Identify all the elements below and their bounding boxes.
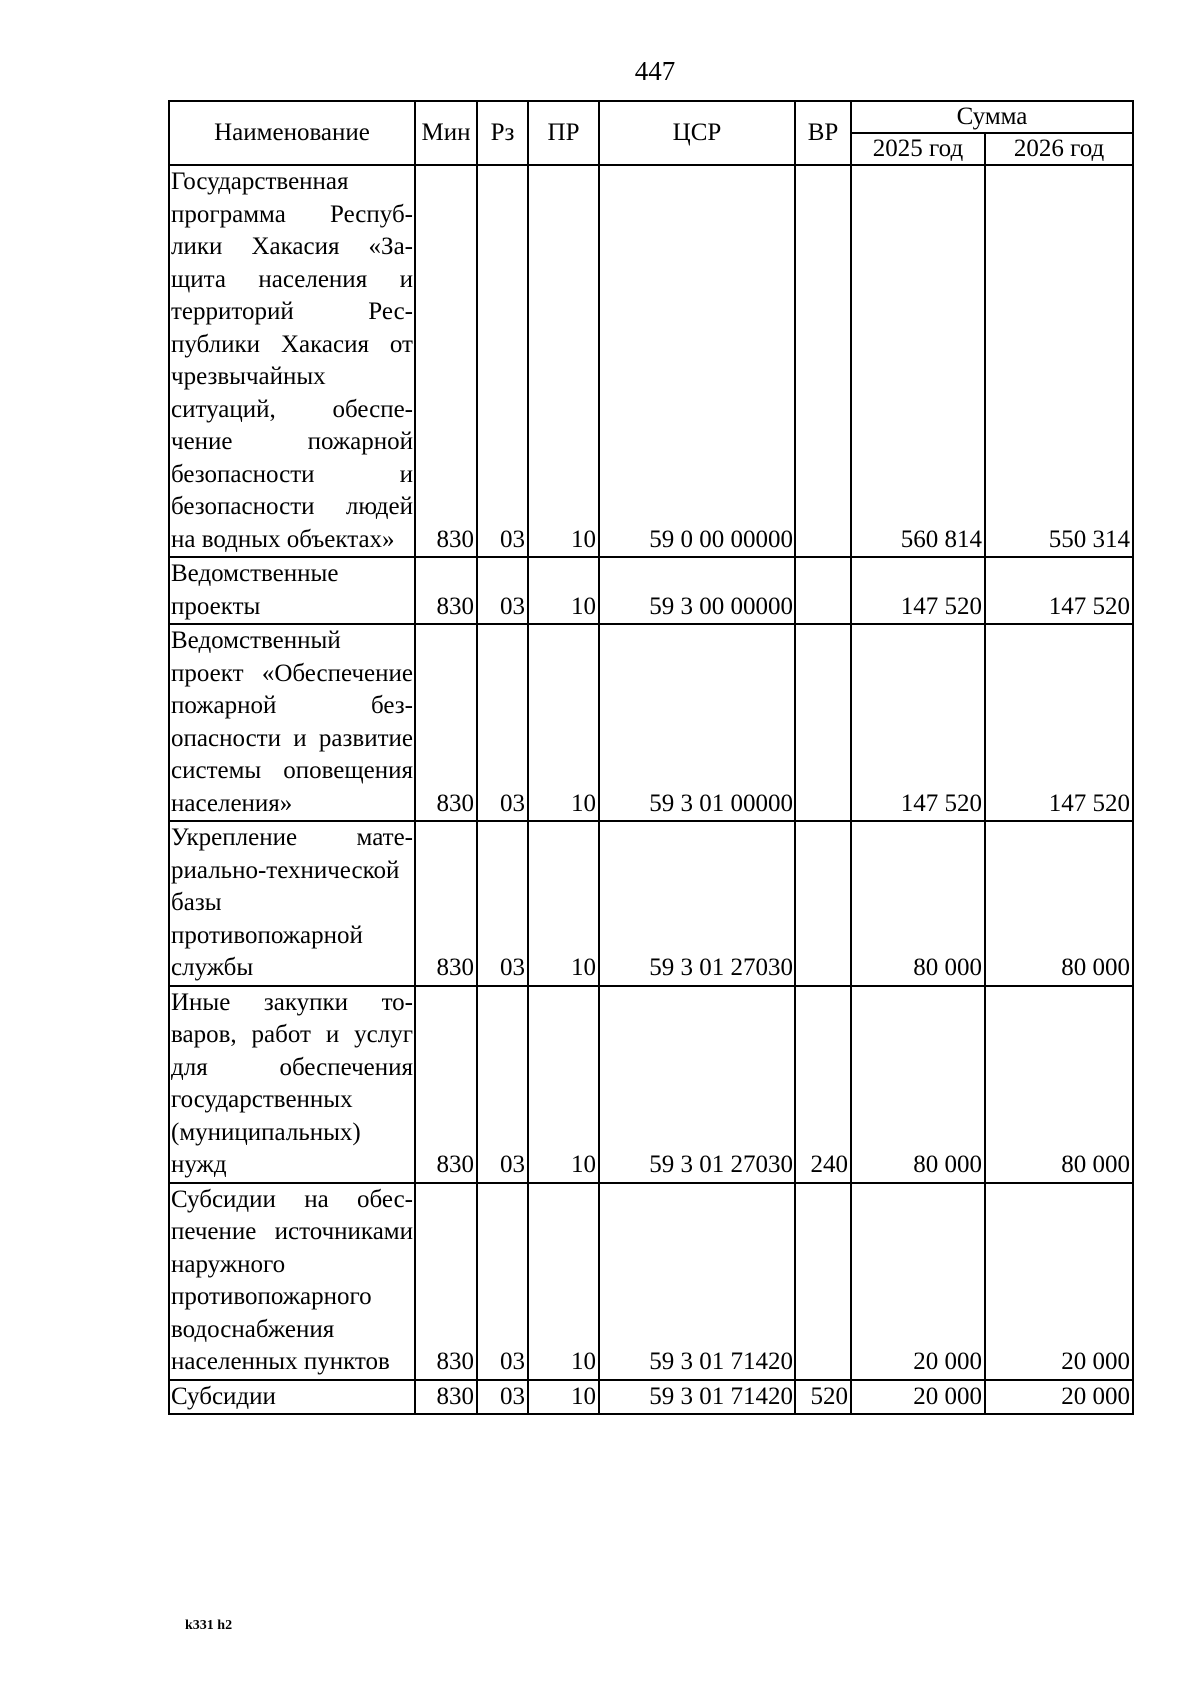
header-min: Мин [415, 101, 477, 165]
table-header [169, 101, 1133, 165]
row-min: 830 [415, 1380, 477, 1415]
row-vr: 240 [795, 986, 851, 1183]
header-year-2026: 2026 год [985, 133, 1133, 165]
row-vr [795, 165, 851, 557]
row-sum-2026: 80 000 [985, 821, 1133, 986]
row-sum-2025: 80 000 [851, 986, 985, 1183]
table-row [169, 1380, 1133, 1415]
row-sum-2025: 20 000 [851, 1183, 985, 1380]
table-row [169, 165, 1133, 557]
row-name: Субсидии на обеспечение источниками наружного противопожарного водоснабжения населенных пунктов [169, 1183, 415, 1380]
row-min: 830 [415, 1183, 477, 1380]
header-csr: ЦСР [599, 101, 795, 165]
header-vr: ВР [795, 101, 851, 165]
row-csr: 59 3 01 00000 [599, 624, 795, 821]
row-csr: 59 3 00 00000 [599, 557, 795, 624]
row-vr [795, 557, 851, 624]
row-sum-2026: 20 000 [985, 1380, 1133, 1415]
row-sum-2025: 147 520 [851, 624, 985, 821]
row-pr: 10 [528, 557, 599, 624]
row-pr: 10 [528, 165, 599, 557]
row-vr [795, 1183, 851, 1380]
budget-table [168, 100, 1134, 1415]
row-pr: 10 [528, 1183, 599, 1380]
row-rz: 03 [477, 821, 528, 986]
row-sum-2026: 20 000 [985, 1183, 1133, 1380]
row-rz: 03 [477, 165, 528, 557]
row-name: Укрепление материально-технической базы противопожарной службы [169, 821, 415, 986]
row-name: Ведомственный проект «Обеспечение пожарной безопасности и развитие системы оповещения населения» [169, 624, 415, 821]
row-sum-2025: 20 000 [851, 1380, 985, 1415]
table-row [169, 986, 1133, 1183]
document-code: k331 h2 [185, 1618, 233, 1633]
row-csr: 59 0 00 00000 [599, 165, 795, 557]
row-rz: 03 [477, 1183, 528, 1380]
table-row [169, 821, 1133, 986]
row-name: Иные закупки товаров, работ и услуг для обеспечения государственных (муниципальных) нужд [169, 986, 415, 1183]
row-csr: 59 3 01 27030 [599, 986, 795, 1183]
row-vr [795, 821, 851, 986]
row-min: 830 [415, 624, 477, 821]
header-pr: ПР [528, 101, 599, 165]
row-vr [795, 624, 851, 821]
header-year-2025: 2025 год [851, 133, 985, 165]
row-name: Субсидии [169, 1380, 415, 1415]
table-row [169, 557, 1133, 624]
row-sum-2026: 147 520 [985, 557, 1133, 624]
table-row [169, 624, 1133, 821]
row-min: 830 [415, 165, 477, 557]
row-rz: 03 [477, 986, 528, 1183]
row-csr: 59 3 01 71420 [599, 1380, 795, 1415]
row-rz: 03 [477, 624, 528, 821]
row-sum-2026: 550 314 [985, 165, 1133, 557]
row-name: Ведомственные проекты [169, 557, 415, 624]
row-pr: 10 [528, 624, 599, 821]
row-sum-2025: 560 814 [851, 165, 985, 557]
header-name: Наименование [169, 101, 415, 165]
row-rz: 03 [477, 1380, 528, 1415]
page-number: 447 [634, 56, 676, 86]
row-pr: 10 [528, 821, 599, 986]
row-pr: 10 [528, 1380, 599, 1415]
row-rz: 03 [477, 557, 528, 624]
table-row [169, 1183, 1133, 1380]
row-min: 830 [415, 986, 477, 1183]
row-name: Государственная программа Республики Хакасия «Защита населения и территорий Республики Хакасия от чрезвычайных ситуаций, обеспечение пожарной безопасности и безопасности людей на водных объектах» [169, 165, 415, 557]
row-sum-2025: 147 520 [851, 557, 985, 624]
row-csr: 59 3 01 27030 [599, 821, 795, 986]
row-vr: 520 [795, 1380, 851, 1415]
header-rz: Рз [477, 101, 528, 165]
row-pr: 10 [528, 986, 599, 1183]
row-min: 830 [415, 557, 477, 624]
row-sum-2025: 80 000 [851, 821, 985, 986]
row-sum-2026: 80 000 [985, 986, 1133, 1183]
row-csr: 59 3 01 71420 [599, 1183, 795, 1380]
row-sum-2026: 147 520 [985, 624, 1133, 821]
header-sum: Сумма [851, 101, 1133, 133]
row-min: 830 [415, 821, 477, 986]
